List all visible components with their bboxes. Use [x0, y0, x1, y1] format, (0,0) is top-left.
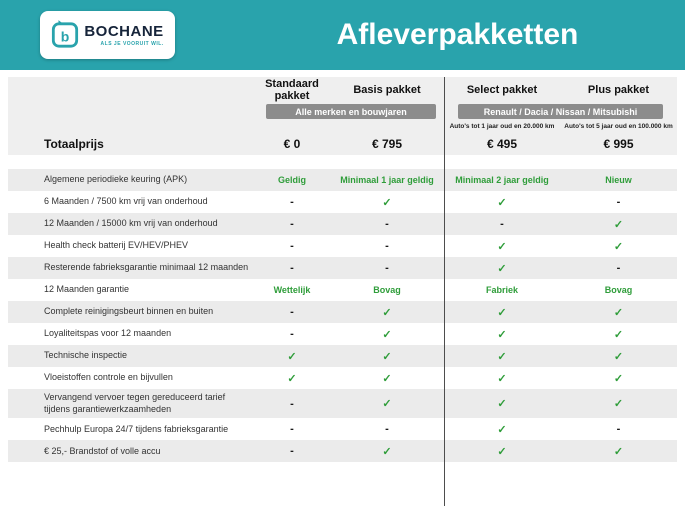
table-row [8, 323, 677, 345]
dash-value: - [290, 196, 294, 208]
column-header-standaard: Standaard pakket [265, 78, 319, 102]
total-price-basis: € 795 [371, 137, 403, 151]
header-banner [0, 0, 685, 70]
check-icon: ✓ [497, 423, 507, 436]
table-row [8, 169, 677, 191]
dash-value: - [290, 397, 294, 410]
check-icon: ✓ [497, 262, 507, 275]
row-label: € 25,- Brandstof of volle accu [44, 445, 161, 456]
row-label: 6 Maanden / 7500 km vrij van onderhoud [44, 196, 208, 207]
dash-value: - [290, 423, 294, 436]
dash-value: - [290, 218, 294, 230]
dash-value: - [616, 196, 621, 208]
table-row [8, 440, 677, 462]
check-icon: ✓ [497, 196, 507, 209]
column-subtitle-plus: Auto's tot 5 jaar oud en 100.000 km [564, 123, 673, 130]
row-label: Pechhulp Europa 24/7 tijdens fabrieksgarantie [44, 423, 229, 434]
total-price-standaard: € 0 [283, 137, 301, 151]
column-group-divider [444, 77, 445, 506]
row-label: Technische inspectie [44, 350, 128, 361]
table-row [8, 279, 677, 301]
dash-value: - [385, 218, 389, 230]
column-header-plus: Plus pakket [587, 84, 650, 96]
check-icon: ✓ [613, 218, 624, 231]
text-value: Fabriek [485, 285, 518, 295]
check-icon: ✓ [613, 306, 624, 319]
table-row [8, 418, 677, 440]
table-row [8, 213, 677, 235]
check-icon: ✓ [287, 350, 297, 363]
text-value: Geldig [277, 175, 306, 185]
check-icon: ✓ [497, 372, 507, 385]
text-value: Nieuw [605, 175, 632, 185]
dash-value: - [500, 218, 504, 230]
column-header-select: Select pakket [466, 84, 538, 96]
dash-value: - [385, 262, 389, 274]
check-icon: ✓ [497, 398, 507, 411]
table-row [8, 257, 677, 279]
row-label: 12 Maanden / 15000 km vrij van onderhoud [44, 218, 218, 229]
table-row [8, 367, 677, 389]
check-icon: ✓ [382, 398, 392, 411]
row-label: Vloeistoffen controle en bijvullen [44, 372, 173, 383]
table-row [8, 345, 677, 367]
bochane-logo-icon [51, 19, 79, 51]
check-icon: ✓ [497, 445, 507, 458]
dash-value: - [290, 262, 294, 274]
row-label: Health check batterij EV/HEV/PHEV [44, 240, 189, 251]
svg-text:b: b [61, 28, 70, 45]
check-icon: ✓ [382, 372, 392, 385]
dash-value: - [290, 445, 294, 458]
dash-value: - [290, 240, 294, 252]
check-icon: ✓ [382, 306, 392, 319]
total-price-label: Totaalprijs [44, 137, 104, 151]
check-icon: ✓ [497, 328, 507, 341]
dash-value: - [616, 262, 621, 274]
check-icon: ✓ [613, 240, 624, 253]
logo-text-block [84, 24, 163, 47]
group-badge-alle-merken: Alle merken en bouwjaren [266, 104, 436, 119]
total-price-plus: € 995 [603, 137, 634, 151]
check-icon: ✓ [382, 445, 392, 458]
dash-value: - [290, 306, 294, 318]
check-icon: ✓ [613, 372, 624, 385]
page-title: Afleverpakketten [336, 18, 579, 51]
check-icon: ✓ [497, 306, 507, 319]
text-value: Wettelijk [273, 285, 311, 295]
row-label: Complete reinigingsbeurt binnen en buiten [44, 306, 214, 317]
table-row [8, 301, 677, 323]
logo-tagline: ALS JE VOORUIT WIL. [100, 40, 164, 47]
column-subtitle-select: Auto's tot 1 jaar oud en 20.000 km [449, 123, 555, 130]
text-value: Minimaal 2 jaar geldig [455, 175, 549, 185]
row-label: Algemene periodieke keuring (APK) [44, 174, 188, 185]
row-label: Resterende fabrieksgarantie minimaal 12 maanden [44, 262, 249, 273]
check-icon: ✓ [382, 350, 392, 363]
row-label: 12 Maanden garantie [44, 284, 130, 295]
table-row [8, 191, 677, 213]
bochane-logo[interactable] [40, 11, 175, 59]
total-price-select: € 495 [486, 137, 518, 151]
group-badge-renault-dacia: Renault / Dacia / Nissan / Mitsubishi [458, 104, 663, 119]
logo-name: BOCHANE [84, 22, 164, 40]
dash-value: - [290, 328, 294, 340]
text-value: Bovag [373, 285, 401, 295]
check-icon: ✓ [382, 196, 392, 209]
table-header [8, 77, 677, 155]
check-icon: ✓ [497, 240, 507, 253]
text-value: Minimaal 1 jaar geldig [340, 175, 434, 185]
table-row [8, 235, 677, 257]
dash-value: - [385, 240, 389, 252]
row-label: Vervangend vervoer tegen gereduceerd tarief tijdens garantiewerkzaamheden [44, 392, 226, 414]
check-icon: ✓ [613, 445, 624, 458]
check-icon: ✓ [497, 350, 507, 363]
text-value: Bovag [604, 285, 633, 295]
check-icon: ✓ [382, 328, 392, 341]
check-icon: ✓ [613, 328, 624, 341]
row-label: Loyaliteitspas voor 12 maanden [44, 328, 172, 339]
table-row [8, 389, 677, 418]
column-header-basis: Basis pakket [353, 84, 421, 96]
check-icon: ✓ [613, 350, 624, 363]
dash-value: - [385, 423, 389, 436]
dash-value: - [616, 423, 621, 436]
check-icon: ✓ [287, 372, 297, 385]
check-icon: ✓ [613, 398, 624, 411]
feature-rows [8, 169, 677, 462]
